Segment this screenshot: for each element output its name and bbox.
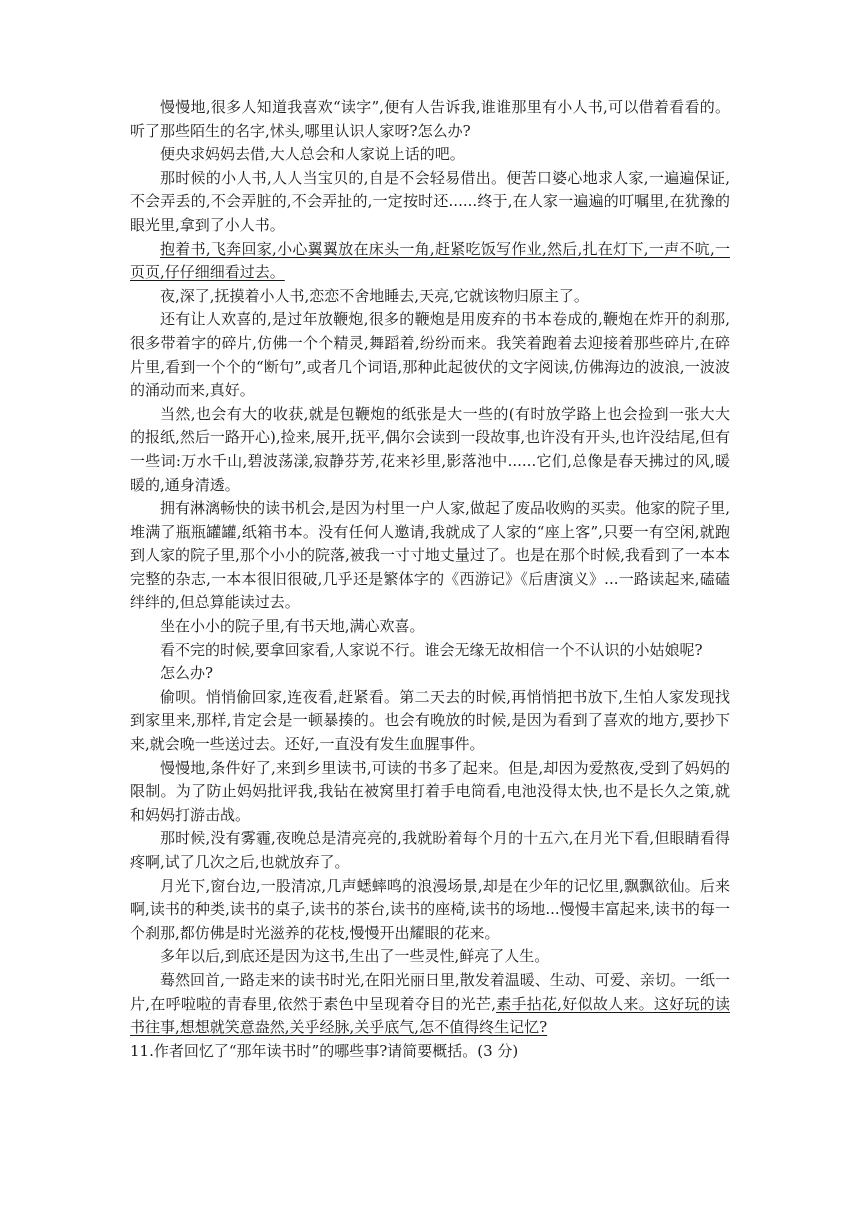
paragraph-1: 慢慢地,很多人知道我喜欢“读字”,便有人告诉我,谁谁那里有小人书,可以借着看看的。听了那些陌生的名字,怵头,哪里认识人家呀?怎么办? — [130, 98, 730, 140]
paragraph-9: 看不完的时候,要拿回家看,人家说不行。谁会无缘无故相信一个不认识的小姑娘呢? — [160, 640, 703, 659]
paragraph-10: 怎么办? — [160, 664, 214, 683]
article-body — [130, 96, 730, 1063]
paragraph-underlined — [130, 238, 730, 285]
paragraph-8: 坐在小小的院子里,有书天地,满心欢喜。 — [160, 617, 425, 636]
paragraph-final — [130, 969, 730, 1040]
paragraph-3: 那时候的小人书,人人当宝贝的,自是不会轻易借出。便苦口婆心地求人家,一遍遍保证,不会弄丢的,不会弄脏的,不会弄扯的,一定按时还......终于,在人家一遍遍的叮嘱里,在犹豫的眼光里,拿到了小人书。 — [130, 168, 730, 234]
paragraph-15: 多年以后,到底还是因为这书,生出了一些灵性,鲜亮了人生。 — [160, 947, 550, 966]
underlined-sentence: 抱着书,飞奔回家,小心翼翼放在床头一角,赶紧吃饭写作业,然后,扎在灯下,一声不吭,一页页,仔仔细细看过去。 — [130, 239, 730, 282]
paragraph-4: 夜,深了,抚摸着小人书,恋恋不舍地睡去,天亮,它就该物归原主了。 — [160, 286, 589, 305]
paragraph-2: 便央求妈妈去借,大人总会和人家说上话的吧。 — [160, 145, 465, 164]
final-plain-text: 蓦然回首,一路走来的读书时光,在阳光丽日里,散发着温暖、生动、可爱、亲切。一纸一片,在呼啦啦的青春里,依然于素色中呈现着夺目的光芒, — [130, 970, 730, 1013]
paragraph-6: 当然,也会有大的收获,就是包鞭炮的纸张是大一些的(有时放学路上也会捡到一张大大的报纸,然后一路开心),捡来,展开,抚平,偶尔会读到一段故事,也许没有开头,也许没结尾,但有一些词:万水千山,碧波荡漾,寂静芬芳,花来衫里,影落池中......它们,总像是春天拂过的风,暖暖的,通身清透。 — [130, 404, 730, 494]
question-11: 11.作者回忆了“那年读书时”的哪些事?请简要概括。(3 分) — [130, 1041, 519, 1060]
paragraph-12: 慢慢地,条件好了,来到乡里读书,可读的书多了起来。但是,却因为爱熬夜,受到了妈妈的限制。为了防止妈妈批评我,我钻在被窝里打着手电筒看,电池没得太快,也不是长久之策,就和妈妈打游击战。 — [130, 758, 730, 824]
paragraph-14: 月光下,窗台边,一股清凉,几声蟋蟀鸣的浪漫场景,却是在少年的记忆里,飘飘欲仙。后来啊,读书的种类,读书的桌子,读书的茶台,读书的座椅,读书的场地...慢慢丰富起来,读书的每一个刹那,都仿佛是时光滋养的花枝,慢慢开出耀眼的花来。 — [130, 876, 730, 942]
paragraph-5: 还有让人欢喜的,是过年放鞭炮,很多的鞭炮是用废弃的书本卷成的,鞭炮在炸开的刹那,很多带着字的碎片,仿佛一个个精灵,舞蹈着,纷纷而来。我笑着跑着去迎接着那些碎片,在碎片里,看到一个个的“断句”,或者几个词语,那种此起彼伏的文字阅读,仿佛海边的波浪,一波波的涌动而来,真好。 — [130, 310, 730, 400]
paragraph-11: 偷呗。悄悄偷回家,连夜看,赶紧看。第二天去的时候,再悄悄把书放下,生怕人家发现找到家里来,那样,肯定会是一顿暴揍的。也会有晚放的时候,是因为看到了喜欢的地方,要抄下来,就会晚一些送过去。还好,一直没有发生血腥事件。 — [130, 687, 730, 754]
paragraph-13: 那时候,没有雾霾,夜晚总是清亮亮的,我就盼着每个月的十五六,在月光下看,但眼睛看得疼啊,试了几次之后,也就放弃了。 — [130, 829, 730, 871]
paragraph-7: 拥有淋漓畅快的读书机会,是因为村里一户人家,做起了废品收购的买卖。他家的院子里,堆满了瓶瓶罐罐,纸箱书本。没有任何人邀请,我就成了人家的“座上客”,只要一有空闲,就跑到人家的院子里,那个小小的院落,被我一寸寸地丈量过了。也是在那个时候,我看到了一本本完整的杂志,一本本很旧很破,几乎还是繁体字的《西游记》《后唐演义》...一路读起来,磕磕绊绊的,但总算能读过去。 — [130, 499, 730, 612]
final-underlined-text: 素手拈花,好似故人来。这好玩的读书往事,想想就笑意盎然,关乎经脉,关乎底气,怎不值得终生记忆? — [130, 994, 730, 1037]
